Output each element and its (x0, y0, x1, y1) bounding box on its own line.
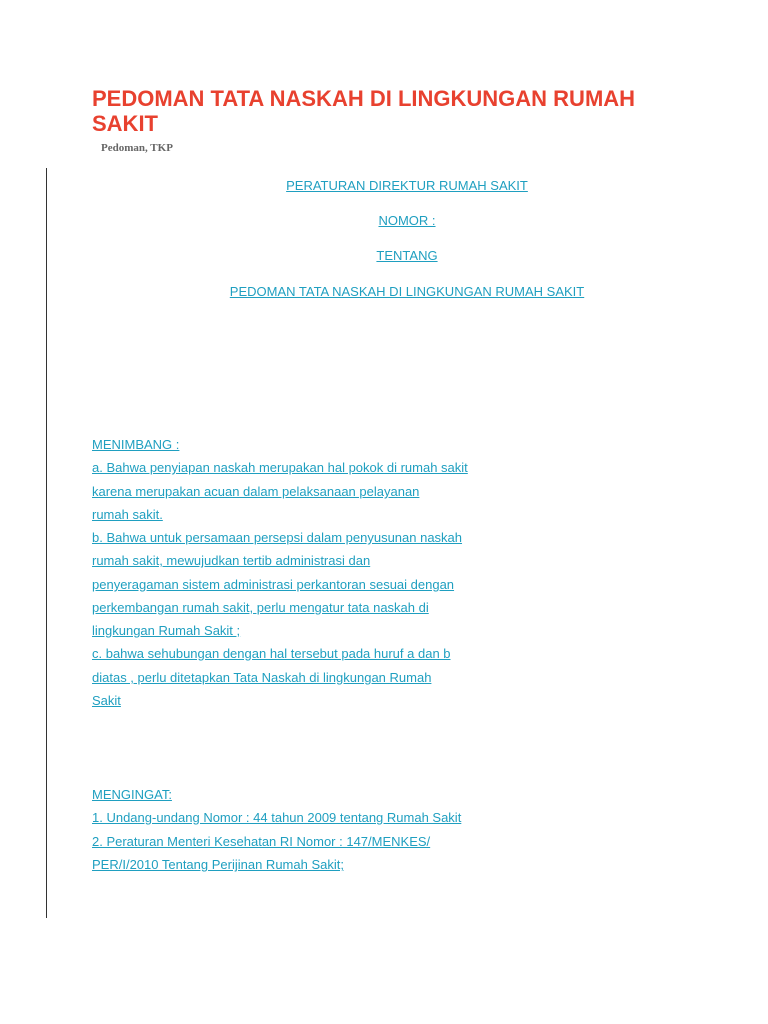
considering-line-link[interactable]: rumah sakit. (92, 507, 163, 522)
considering-line-link[interactable]: Sakit (92, 693, 121, 708)
number-heading-link[interactable]: NOMOR : (378, 213, 436, 228)
recalling-line-link[interactable]: 2. Peraturan Menteri Kesehatan RI Nomor : 147/MENKES/ (92, 834, 431, 849)
recalling-line-link[interactable]: PER/I/2010 Tentang Perijinan Rumah Sakit; (92, 857, 344, 872)
recalling-line-link[interactable]: 1. Undang-undang Nomor : 44 tahun 2009 tentang Rumah Sakit (92, 810, 462, 825)
considering-line-link[interactable]: diatas , perlu ditetapkan Tata Naskah di lingkungan Rumah (92, 670, 432, 685)
document-title: PEDOMAN TATA NASKAH DI LINGKUNGAN RUMAH SAKIT (92, 86, 636, 136)
considering-line-link[interactable]: penyeragaman sistem administrasi perkantoran sesuai dengan (92, 577, 455, 592)
considering-line-link[interactable]: lingkungan Rumah Sakit ; (92, 623, 241, 638)
considering-line-link[interactable]: rumah sakit, mewujudkan tertib administrasi dan (92, 553, 371, 568)
considering-line-link[interactable]: karena merupakan acuan dalam pelaksanaan pelayanan (92, 484, 420, 499)
left-margin-rule (46, 168, 47, 918)
considering-line-link[interactable]: b. Bahwa untuk persamaan persepsi dalam penyusunan naskah (92, 530, 463, 545)
recalling-label-link[interactable]: MENGINGAT: (92, 787, 172, 802)
considering-line-link[interactable]: perkembangan rumah sakit, perlu mengatur tata naskah di (92, 600, 429, 615)
regulation-heading-link[interactable]: PERATURAN DIREKTUR RUMAH SAKIT (286, 178, 528, 193)
document-byline: Pedoman, TKP (101, 142, 173, 154)
considering-line-link[interactable]: a. Bahwa penyiapan naskah merupakan hal pokok di rumah sakit (92, 460, 468, 475)
considering-line-link[interactable]: c. bahwa sehubungan dengan hal tersebut pada huruf a dan b (92, 646, 451, 661)
considering-label-link[interactable]: MENIMBANG : (92, 437, 180, 452)
about-heading-link[interactable]: TENTANG (376, 248, 438, 263)
subject-heading-link[interactable]: PEDOMAN TATA NASKAH DI LINGKUNGAN RUMAH SAKIT (229, 284, 585, 299)
